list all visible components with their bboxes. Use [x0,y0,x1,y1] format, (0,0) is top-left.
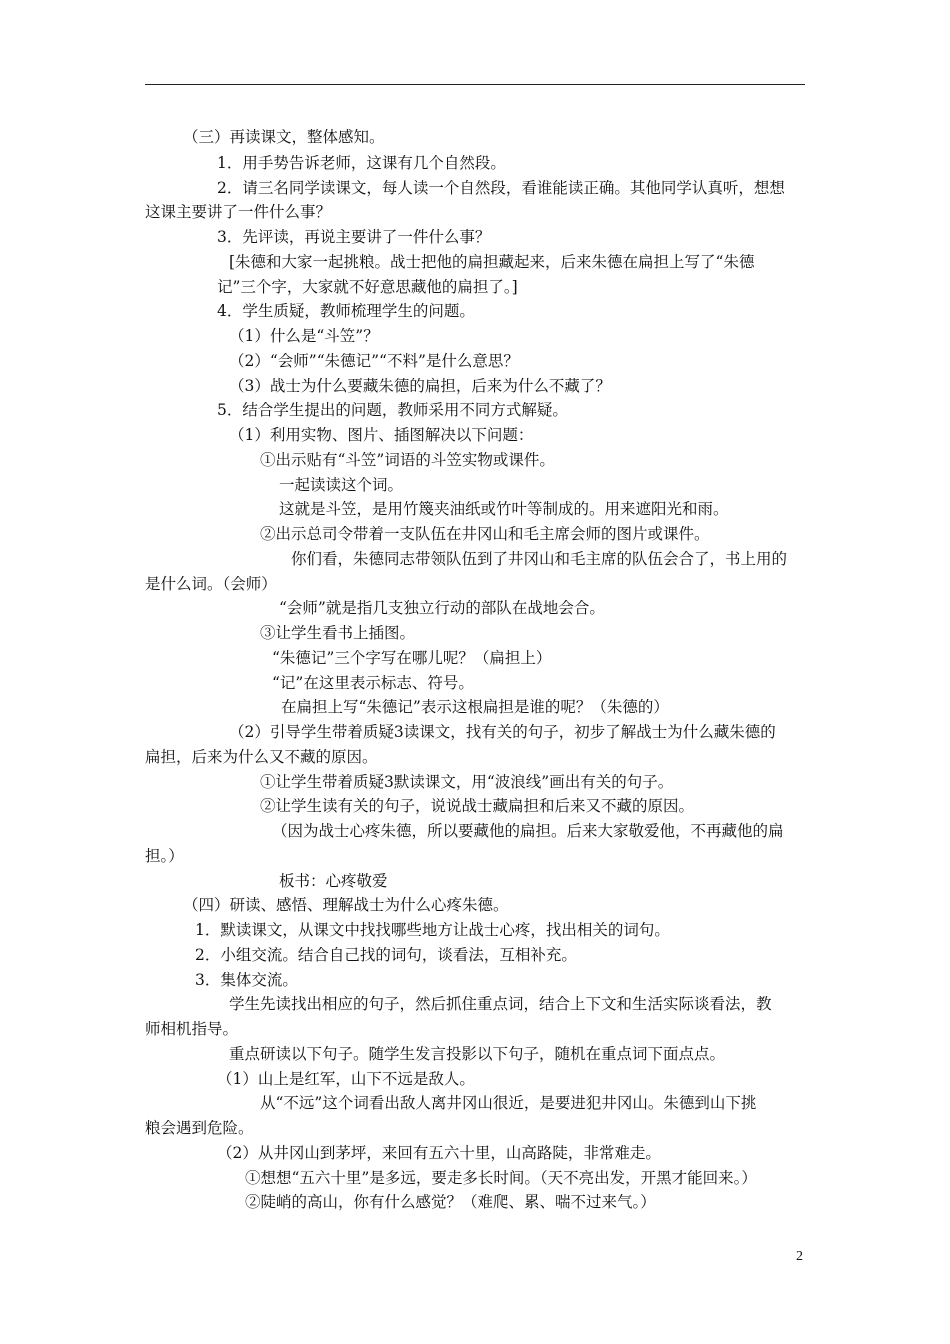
text-line: 4．学生质疑，教师梳理学生的问题。 [217,302,475,320]
text-line: [朱德和大家一起挑粮。战士把他的扁担藏起来，后来朱德在扁担上写了“朱德 [229,253,755,271]
text-line: “会师”就是指几支独立行动的部队在战地会合。 [279,599,605,617]
text-line: 担。） [145,847,184,865]
text-line: 2．小组交流。结合自己找的词句，谈看法，互相补充。 [195,946,577,964]
text-line: （2）引导学生带着质疑3读课文，找有关的句子，初步了解战士为什么藏朱德的 [229,723,776,741]
text-line: ①让学生带着质疑3默读课文，用“波浪线”画出有关的句子。 [260,773,674,791]
text-line: 一起读读这个词。 [279,476,404,494]
text-line: 是什么词。（会师） [145,575,277,593]
text-line: “记”在这里表示标志、符号。 [272,674,474,692]
text-line: （因为战士心疼朱德，所以要藏他的扁担。后来大家敬爱他，不再藏他的扁 [272,822,784,840]
text-line: （3）战士为什么要藏朱德的扁担，后来为什么不藏了？ [229,377,611,395]
header-rule [145,84,805,85]
section-heading-4: （四）研读、感悟、理解战士为什么心疼朱德。 [183,896,509,914]
text-line: （1）什么是“斗笠”？ [229,327,379,345]
text-line: 这课主要讲了一件什么事？ [145,203,332,221]
text-line: 2．请三名同学读课文，每人读一个自然段，看谁能读正确。其他同学认真听，想想 [217,179,785,197]
text-line: 从“不远”这个词看出敌人离井冈山很近，是要进犯井冈山。朱德到山下挑 [260,1094,757,1112]
page-number: 2 [796,1249,803,1264]
text-line: （2）“会师”“朱德记”“不料”是什么意思？ [229,352,519,370]
text-line: 扁担，后来为什么又不藏的原因。 [145,748,378,766]
text-line: 记”三个字，大家就不好意思藏他的扁担了。] [217,278,518,296]
text-line: 粮会遇到危险。 [145,1119,254,1137]
text-line: 在扁担上写“朱德记”表示这根扁担是谁的呢？（朱德的） [281,698,669,716]
text-line: 1．默读课文，从课文中找找哪些地方让战士心疼，找出相关的词句。 [195,921,670,939]
text-line: 重点研读以下句子。随学生发言投影以下句子，随机在重点词下面点点。 [229,1045,726,1063]
text-line: “朱德记”三个字写在哪儿呢？（扁担上） [272,649,552,667]
text-line: ②陡峭的高山，你有什么感觉？（难爬、累、喘不过来气。） [245,1193,656,1211]
text-line: 师相机指导。 [145,1020,239,1038]
text-line: ②让学生读有关的句子，说说战士藏扁担和后来又不藏的原因。 [260,797,695,815]
text-line: （1）山上是红军，山下不远是敌人。 [217,1070,475,1088]
text-line: ②出示总司令带着一支队伍在井冈山和毛主席会师的图片或课件。 [260,525,710,543]
text-line: 这就是斗笠，是用竹篾夹油纸或竹叶等制成的。用来遮阳光和雨。 [279,500,729,518]
text-line: 1．用手势告诉老师，这课有几个自然段。 [217,154,506,172]
text-line: ③让学生看书上插图。 [260,624,416,642]
text-line: 你们看，朱德同志带领队伍到了井冈山和毛主席的队伍会合了，书上用的 [291,550,788,568]
text-line: 3．先评读，再说主要讲了一件什么事？ [217,228,491,246]
text-line: ①想想“五六十里”是多远，要走多长时间。（天不亮出发，开黑才能回来。） [245,1169,757,1187]
text-line: 学生先读找出相应的句子，然后抓住重点词，结合上下文和生活实际谈看法，教 [229,995,772,1013]
section-heading-3: （三）再读课文，整体感知。 [183,128,385,146]
text-line: ①出示贴有“斗笠”词语的斗笠实物或课件。 [260,451,555,469]
text-line: （1）利用实物、图片、插图解决以下问题： [229,426,534,444]
board-writing: 板书：心疼敬爱 [279,872,388,890]
text-line: 3．集体交流。 [195,971,298,989]
text-line: （2）从井冈山到茅坪，来回有五六十里，山高路陡，非常难走。 [217,1144,661,1162]
text-line: 5．结合学生提出的问题，教师采用不同方式解疑。 [217,401,568,419]
